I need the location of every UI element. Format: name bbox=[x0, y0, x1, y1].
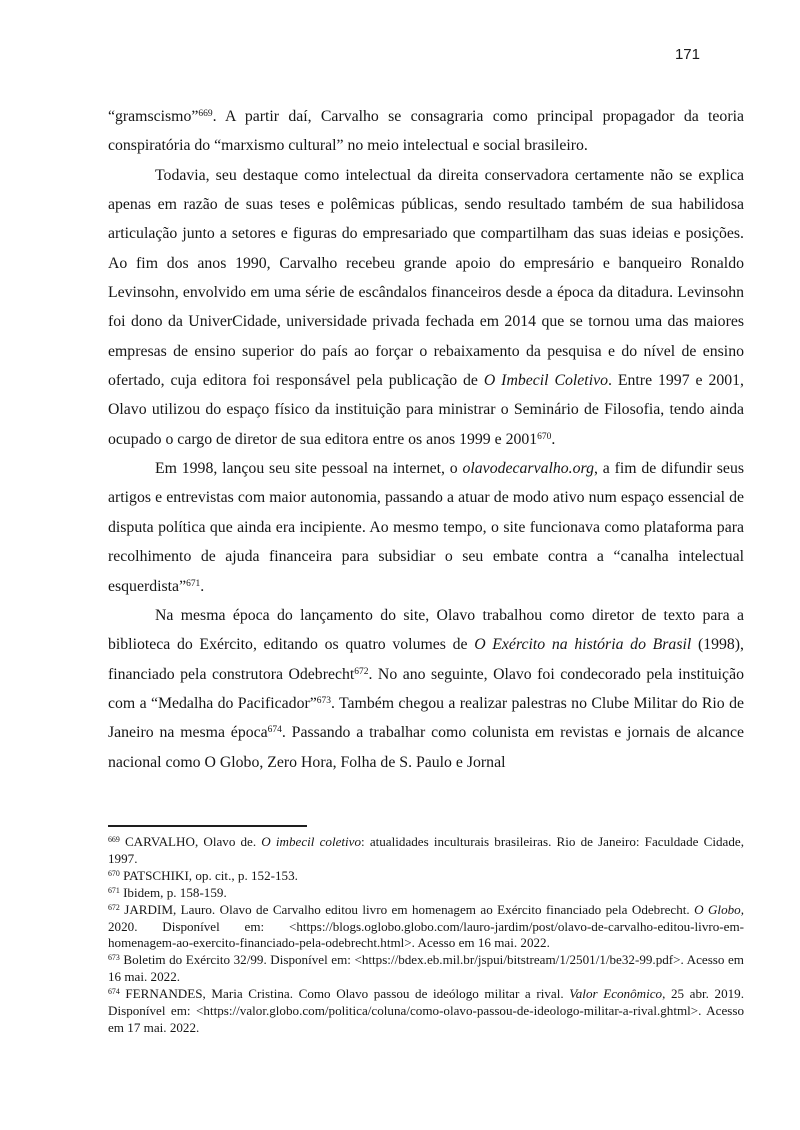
text-run: . Entre 1997 e 2001, Olavo utilizou do espaço físico da instituição para ministrar o Seminário de Filosofia, tendo ainda ocupado o cargo de diretor de sua editora entre os anos 1999 e 2001 bbox=[108, 372, 744, 448]
footnote-reference: 671 bbox=[186, 578, 201, 589]
text-run: . bbox=[200, 577, 205, 595]
footnote-reference: 674 bbox=[108, 987, 120, 997]
text-run: . Passando a trabalhar como colunista em revistas e jornais de alcance nacional como O Globo, Zero Hora, Folha de S. Paulo e Jornal bbox=[108, 724, 745, 771]
italic-text: O Imbecil Coletivo bbox=[483, 372, 608, 390]
text-run: JARDIM, Lauro. Olavo de Carvalho editou livro em homenagem ao Exército financiado pela Odebrecht. bbox=[119, 901, 695, 917]
footnote-item bbox=[108, 986, 744, 1037]
footnotes-block bbox=[108, 834, 744, 1037]
text-run: . A partir daí, Carvalho se consagraria como principal propagador da teoria conspiratória do “marxismo cultural” no meio intelectual e social brasileiro. bbox=[108, 108, 744, 155]
text-run: (1998), financiado pela construtora Odebrecht bbox=[108, 636, 745, 683]
footnote-reference: 669 bbox=[108, 835, 120, 845]
footnote-reference: 673 bbox=[108, 953, 120, 963]
text-run: Todavia, seu destaque como intelectual da direita conservadora certamente não se explica apenas em razão de suas teses e polêmicas públicas, sendo resultado também de sua habilidosa articulação junto a setores e figuras do empresariado que compartilham das suas ideias e posições. Ao fim dos anos 1990, Carvalho recebeu grande apoio do empresário e banqueiro Ronaldo Levinsohn, envolvido em uma série de escândalos financeiros desde a época da ditadura. Levinsohn foi dono da UniverCidade, universidade privada fechada em 2014 que se tornou uma das maiores empresas de ensino superior do país ao forçar o rebaixamento da pesquisa e do nível de ensino ofertado, cuja editora foi responsável pela publicação de bbox=[108, 166, 744, 390]
italic-text: olavodecarvalho.org bbox=[462, 460, 594, 478]
text-run: “gramscismo” bbox=[108, 108, 199, 125]
body-text bbox=[108, 102, 744, 777]
text-run: Na mesma época do lançamento do site, Olavo trabalhou como diretor de texto para a biblioteca do Exército, editando os quatro volumes de bbox=[108, 606, 744, 654]
italic-text: O Exército na história do Brasil bbox=[474, 636, 692, 654]
text-run: FERNANDES, Maria Cristina. Como Olavo passou de ideólogo militar a rival. bbox=[119, 986, 570, 1002]
body-paragraph bbox=[108, 601, 744, 777]
italic-text: Valor Econômico bbox=[569, 986, 663, 1002]
text-run: Em 1998, lançou seu site pessoal na internet, o bbox=[155, 460, 463, 478]
footnote-reference: 670 bbox=[108, 868, 120, 878]
text-run: : atualidades inculturais brasileiras. Rio de Janeiro: Faculdade Cidade, 1997. bbox=[108, 834, 744, 866]
body-paragraph bbox=[108, 161, 744, 454]
page-number: 171 bbox=[674, 46, 700, 63]
footnote-reference: 672 bbox=[354, 666, 369, 677]
footnote-reference: 673 bbox=[316, 696, 331, 707]
footnote-item bbox=[108, 885, 744, 902]
footnote-reference: 669 bbox=[198, 109, 213, 120]
text-run: . Também chegou a realizar palestras no Clube Militar do Rio de Janeiro na mesma época bbox=[108, 694, 744, 742]
footnote-item bbox=[108, 834, 744, 868]
italic-text: O Globo, bbox=[694, 901, 744, 917]
footnote-separator bbox=[108, 825, 307, 827]
text-run: , 25 abr. 2019. Disponível em: <https://valor.globo.com/politica/coluna/como-olavo-passou-de-ideologo-militar-a-rival.ghtml>. Acesso em 17 mai. 2022. bbox=[108, 986, 745, 1035]
body-paragraph bbox=[108, 102, 744, 161]
italic-text: O imbecil coletivo bbox=[261, 834, 362, 849]
footnote-item bbox=[108, 952, 744, 986]
text-run: Ibidem, p. 158-159. bbox=[119, 884, 227, 900]
text-run: . bbox=[551, 430, 556, 448]
footnote-reference: 672 bbox=[108, 902, 120, 912]
text-run: Boletim do Exército 32/99. Disponível em: <https://bdex.eb.mil.br/jspui/bitstream/1/2501/1/be32-99.pdf>. Acesso em 16 mai. 2022. bbox=[108, 952, 744, 985]
footnote-reference: 670 bbox=[537, 432, 552, 443]
text-run: 2020. Disponível em: <https://blogs.oglobo.globo.com/lauro-jardim/post/olavo-de-carvalho-editou-livro-em-homenagem-ao-exercito-financiado-pela-odebrecht.html>. Acesso em 16 mai. 2022. bbox=[108, 918, 744, 951]
text-run: . No ano seguinte, Olavo foi condecorado pela instituição com a “Medalha do Pacificador” bbox=[108, 665, 744, 712]
footnote-reference: 671 bbox=[108, 885, 120, 895]
footnote-item bbox=[108, 868, 744, 885]
text-run: PATSCHIKI, op. cit., p. 152-153. bbox=[119, 867, 298, 883]
body-paragraph bbox=[108, 454, 744, 601]
footnote-item bbox=[108, 902, 744, 953]
footnote-reference: 674 bbox=[267, 725, 282, 736]
text-run: CARVALHO, Olavo de. bbox=[119, 834, 262, 849]
text-run: , a fim de difundir seus artigos e entrevistas com maior autonomia, passando a atuar de modo ativo num espaço essencial de disputa política que ainda era incipiente. Ao mesmo tempo, o site funcionava como plataforma para recolhimento de ajuda financeira para subsidiar o seu embate contra a “canalha intelectual esquerdista” bbox=[108, 460, 744, 595]
